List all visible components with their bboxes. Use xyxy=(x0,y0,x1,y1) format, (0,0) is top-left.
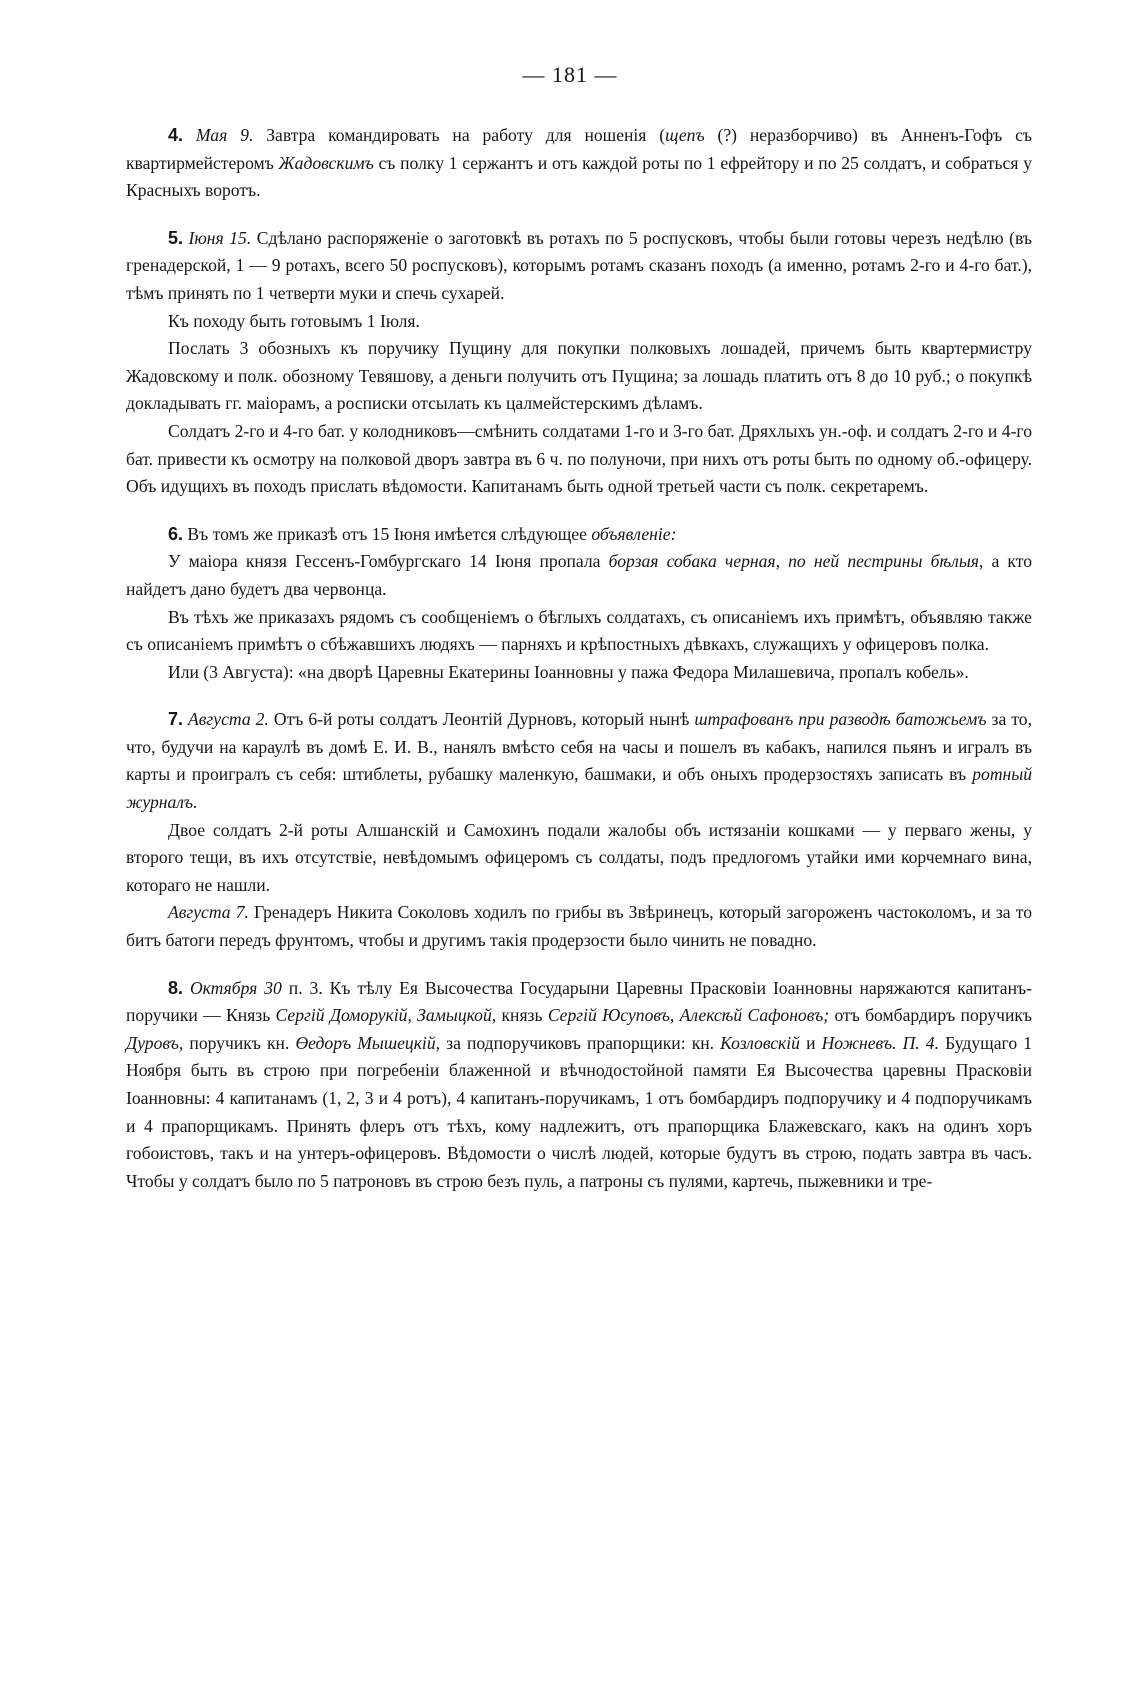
italic-text: Сергій Юсуповъ, Алексѣй Сафоновъ; xyxy=(547,1005,830,1026)
paragraph xyxy=(126,122,1032,205)
document-body xyxy=(126,122,1032,1195)
italic-text: Октября 30 xyxy=(189,977,282,998)
italic-text: Козловскій xyxy=(720,1032,800,1053)
text-run: Будущаго 1 Ноября быть въ строю при погребеніи блаженной и вѣчнодостойной памяти Ея Высочества царевны Прасковіи Іоанновны: 4 капитанамъ (1, 2, 3 и 4 ротъ), 4 капитанъ-поручикамъ, 1 отъ бомбардиръ подпоручику и 4 подпоручикамъ и 4 прапорщикамъ. Принять флеръ отъ тѣхъ, кому надлежитъ, отъ прапорщика Блажевскаго, какъ на одинъ хоръ гобоистовъ, такъ и на унтеръ-офицеровъ. Вѣдомости о числѣ людей, которые будутъ въ строю, подать завтра въ часъ. Чтобы у солдатъ было по 5 патроновъ въ строю безъ пуль, а патроны съ пулями, картечь, пыжевники и тре- xyxy=(126,1032,1033,1191)
text-run: Завтра командировать на работу для ношенія ( xyxy=(253,125,666,145)
text-run: Гренадеръ Никита Соколовъ ходилъ по грибы въ Звѣринецъ, который загороженъ частоколомъ, и за то битъ батоги передъ фрунтомъ, чтобы и другимъ такія продерзости было чинить не повадно. xyxy=(126,902,1032,951)
italic-text: штрафованъ при разводѣ батожьемъ xyxy=(694,709,987,730)
text-run: Въ тѣхъ же приказахъ рядомъ съ сообщеніемъ о бѣглыхъ солдатахъ, съ описаніемъ ихъ примѣтъ, объявляю также съ описаніемъ примѣтъ о сбѣжавшихъ людяхъ — парняхъ и крѣпостныхъ дѣвкахъ, служащихъ у офицеровъ полка. xyxy=(126,606,1032,655)
text-run: У маіора князя Гессенъ-Гомбургскаго 14 Іюня пропала xyxy=(168,551,609,572)
italic-text: Дуровъ, xyxy=(126,1032,184,1053)
italic-text: щепъ xyxy=(665,125,705,145)
text-run: Послать 3 обозныхъ къ поручику Пущину для покупки полковыхъ лошадей, причемъ быть квартермистру Жадовскому и полк. обозному Тевяшову, а деньги получить отъ Пущина; за лошадь платить отъ 8 до 10 руб.; о покупкѣ докладывать гг. маіорамъ, а росписки отсылать къ цалмейстерскимъ дѣламъ. xyxy=(126,338,1032,414)
paragraph xyxy=(126,335,1032,418)
italic-text: борзая собака черная, по ней пестрины бѣлыя, xyxy=(608,551,984,572)
text-run: Отъ 6-й роты солдатъ Леонтій Дурновъ, который нынѣ xyxy=(268,709,695,730)
italic-text: Өедоръ Мышецкій, xyxy=(295,1032,441,1053)
entry-number: 4. xyxy=(168,125,184,145)
paragraph xyxy=(126,975,1032,1196)
entry-section xyxy=(126,225,1032,501)
paragraph xyxy=(126,659,1032,687)
italic-text: Жадовскимъ xyxy=(278,152,374,173)
text-run: за то, что, будучи на караулѣ въ домѣ Е. И. В., нанялъ вмѣсто себя на часы и пошелъ въ кабакъ, напился пьянъ и игралъ въ карты и проигралъ съ себя: штиблеты, рубашку маленкую, башмаки, и объ оныхъ продерзостяхъ записать въ xyxy=(126,709,1032,785)
entry-number: 5. xyxy=(168,227,184,248)
entry-number: 6. xyxy=(168,523,184,544)
text-run: поручикъ кн. xyxy=(183,1032,296,1053)
text-run: князь xyxy=(496,1005,548,1026)
paragraph xyxy=(126,225,1032,308)
paragraph xyxy=(126,548,1032,603)
entry-number: 7. xyxy=(168,709,184,730)
text-run: съ полку 1 сержантъ и отъ каждой роты по 1 ефрейтору и по 25 солдатъ, и собраться у Красныхъ воротъ. xyxy=(126,152,1032,201)
italic-text: Августа 7. xyxy=(168,902,249,923)
text-run: Или (3 Августа): «на дворѣ Царевны Екатерины Іоанновны у пажа Федора Милашевича, пропалъ кобель». xyxy=(168,661,969,682)
paragraph xyxy=(126,817,1032,900)
text-run: за подпоручиковъ прапорщики: кн. xyxy=(440,1032,721,1053)
text-run: Въ томъ же приказѣ отъ 15 Іюня имѣется слѣдующее xyxy=(187,523,592,544)
italic-text: Сергій Доморукій, Замыцкой, xyxy=(275,1005,497,1026)
text-run: (?) неразборчиво) въ Анненъ-Гофъ съ квартирмейстеромъ xyxy=(126,125,1032,173)
entry-section xyxy=(126,975,1032,1196)
text-run: и xyxy=(799,1032,822,1053)
italic-text: Ножневъ. П. 4. xyxy=(821,1032,939,1053)
entry-section xyxy=(126,706,1032,954)
italic-text: объявленіе: xyxy=(591,523,677,544)
entry-section xyxy=(126,122,1032,205)
text-run: Солдатъ 2-го и 4-го бат. у колодниковъ—смѣнить солдатами 1-го и 3-го бат. Дряхлыхъ ун.-оф. и солдатъ 2-го и 4-го бат. привести къ осмотру на полковой дворъ завтра въ 6 ч. по полуночи, при нихъ отъ роты быть по одному об.-офицеру. Объ идущихъ въ походъ прислать вѣдомости. Капитанамъ быть одной третьей части съ полк. секретаремъ. xyxy=(126,420,1032,497)
text-run: Сдѣлано распоряженіе о заготовкѣ въ ротахъ по 5 роспусковъ, чтобы были готовы черезъ недѣлю (въ гренадерской, 1 — 9 ротахъ, всего 50 роспусковъ), которымъ ротамъ сказанъ походъ (а именно, ротамъ 2-го и 4-го бат.), тѣмъ принять по 1 четверти муки и спечь сухарей. xyxy=(126,227,1032,303)
text-run: п. 3. Къ тѣлу Ея Высочества Государыни Царевны Прасковіи Іоанновны наряжаются капитанъ-поручики — Князь xyxy=(126,977,1032,1026)
paragraph xyxy=(126,521,1032,549)
paragraph xyxy=(126,604,1032,659)
text-run: а кто найдетъ дано будетъ два червонца. xyxy=(126,551,1033,599)
paragraph xyxy=(126,899,1032,954)
italic-text: Іюня 15. xyxy=(188,227,252,248)
paragraph xyxy=(126,308,1032,336)
italic-text: Августа 2. xyxy=(188,709,269,730)
entry-section xyxy=(126,521,1032,687)
text-run: отъ бомбардиръ поручикъ xyxy=(829,1005,1033,1026)
paragraph xyxy=(126,706,1032,816)
entry-number: 8. xyxy=(168,977,184,998)
text-run: Двое солдатъ 2-й роты Алшанскій и Самохинъ подали жалобы объ истязаніи кошками — у перваго жены, у второго тещи, въ ихъ отсутствіе, невѣдомымъ офицеромъ съ солдаты, подъ предлогомъ утайки ими корчемнаго вина, котораго не нашли. xyxy=(126,819,1032,895)
text-run: Къ походу быть готовымъ 1 Іюля. xyxy=(168,310,420,331)
italic-text: ротный журналъ. xyxy=(126,764,1032,813)
italic-text: Мая 9. xyxy=(195,125,254,145)
page-number: — 181 — xyxy=(522,62,618,87)
paragraph xyxy=(126,418,1032,501)
